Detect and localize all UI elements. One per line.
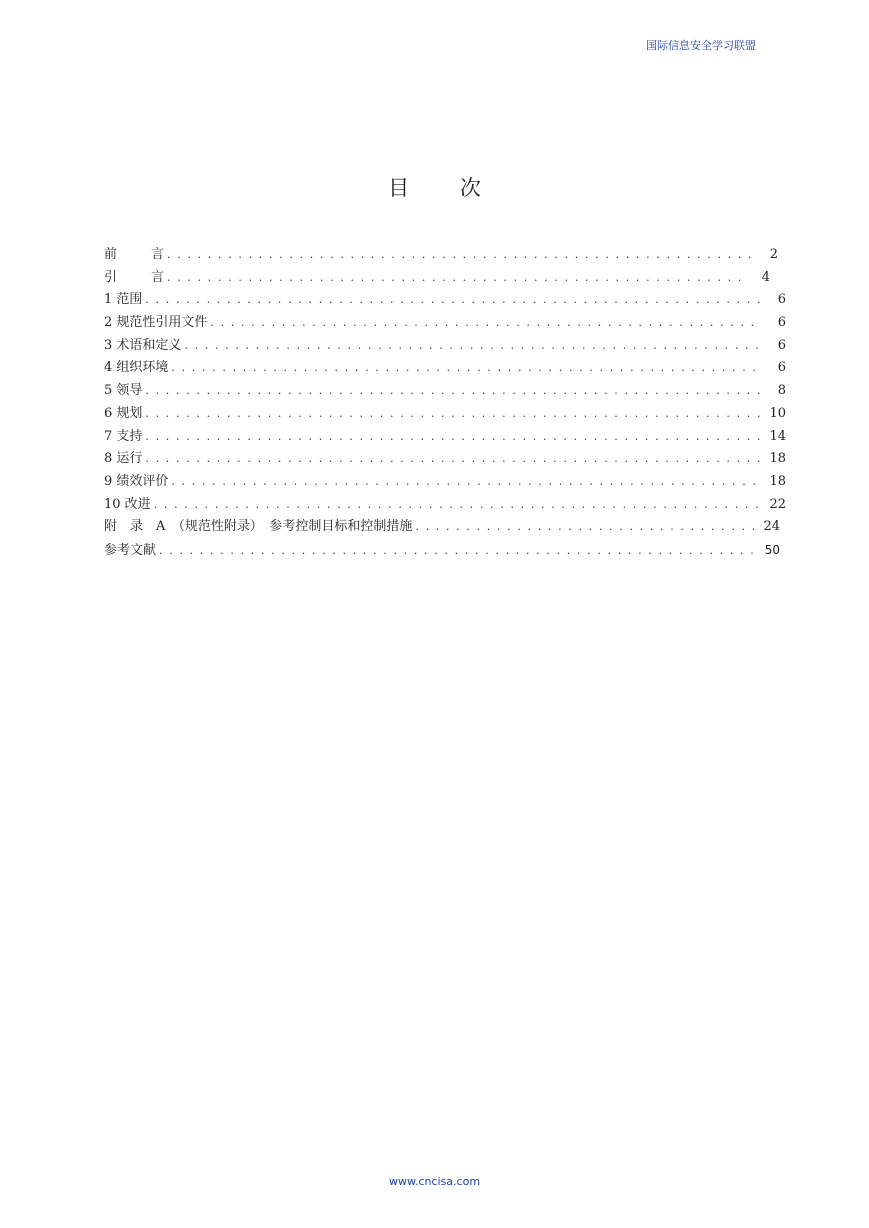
toc-label-part: 言 (151, 247, 165, 262)
toc-entry-introduction[interactable] (104, 267, 794, 290)
toc-label: 3 术语和定义 (104, 337, 182, 353)
toc-dot-leader (167, 267, 744, 290)
toc-dot-leader (210, 312, 760, 335)
toc-dot-leader (145, 380, 760, 403)
toc-page-number: 50 (764, 542, 780, 557)
toc-page-number: 18 (769, 473, 786, 489)
toc-entry-support[interactable] (104, 426, 794, 449)
toc-dot-leader (159, 540, 754, 563)
toc-label: 1 范围 (104, 292, 143, 308)
toc-entry-leadership[interactable] (104, 380, 794, 403)
toc-entry-context[interactable] (104, 357, 794, 380)
toc-label: 4 组织环境 (104, 360, 169, 376)
toc-dot-leader (154, 494, 760, 517)
toc-label (104, 267, 167, 290)
toc-entry-annex-a[interactable] (104, 516, 794, 539)
toc-dot-leader (167, 244, 752, 267)
toc-page-number: 4 (761, 269, 770, 285)
page-title (0, 172, 869, 202)
toc-label: 2 规范性引用文件 (104, 315, 208, 331)
toc-entry-bibliography[interactable] (104, 539, 794, 562)
toc-page-number: 2 (769, 247, 778, 262)
toc-dot-leader (415, 516, 754, 539)
toc-entry-planning[interactable] (104, 403, 794, 426)
toc-label: 5 领导 (104, 383, 143, 399)
toc-entry-terms-definitions[interactable] (104, 335, 794, 358)
header-brand: 国际信息安全学习联盟 (646, 39, 756, 52)
toc-dot-leader (145, 426, 760, 449)
toc-page-number: 8 (777, 383, 786, 399)
toc-dot-leader (145, 403, 760, 426)
title-char-2: 次 (459, 176, 481, 200)
toc-page-number: 6 (777, 360, 786, 376)
toc-label: 6 规划 (104, 405, 143, 421)
title-char-1: 目 (388, 176, 410, 200)
table-of-contents (104, 244, 794, 562)
toc-page-number: 6 (777, 292, 786, 308)
toc-label-part: 前 (104, 247, 118, 262)
toc-dot-leader (184, 335, 760, 358)
toc-page-number: 22 (769, 496, 786, 512)
toc-label: 8 运行 (104, 451, 143, 467)
toc-page-number: 14 (769, 428, 786, 444)
footer-url[interactable]: www.cncisa.com (388, 1175, 481, 1188)
toc-page-number: 24 (763, 519, 780, 535)
toc-entry-foreword[interactable] (104, 244, 794, 267)
toc-label: 10 改进 (104, 496, 151, 512)
toc-page-number: 6 (777, 315, 786, 331)
toc-entry-operation[interactable] (104, 448, 794, 471)
toc-entry-scope[interactable] (104, 289, 794, 312)
toc-entry-normative-references[interactable] (104, 312, 794, 335)
toc-entry-performance-evaluation[interactable] (104, 471, 794, 494)
toc-label-part: 引 (104, 269, 118, 285)
toc-dot-leader (145, 289, 760, 312)
toc-label (104, 244, 167, 267)
toc-label-part: 言 (151, 269, 165, 285)
toc-page-number: 10 (769, 405, 786, 421)
toc-dot-leader (171, 471, 760, 494)
toc-page-number: 6 (777, 337, 786, 353)
toc-label: 参考文献 (104, 542, 157, 558)
toc-label: 附 录 A （规范性附录） 参考控制目标和控制措施 (104, 519, 413, 535)
toc-label: 9 绩效评价 (104, 473, 169, 489)
toc-dot-leader (171, 357, 760, 380)
toc-page-number: 18 (769, 451, 786, 467)
toc-dot-leader (145, 448, 760, 471)
toc-label: 7 支持 (104, 428, 143, 444)
toc-entry-improvement[interactable] (104, 494, 794, 517)
